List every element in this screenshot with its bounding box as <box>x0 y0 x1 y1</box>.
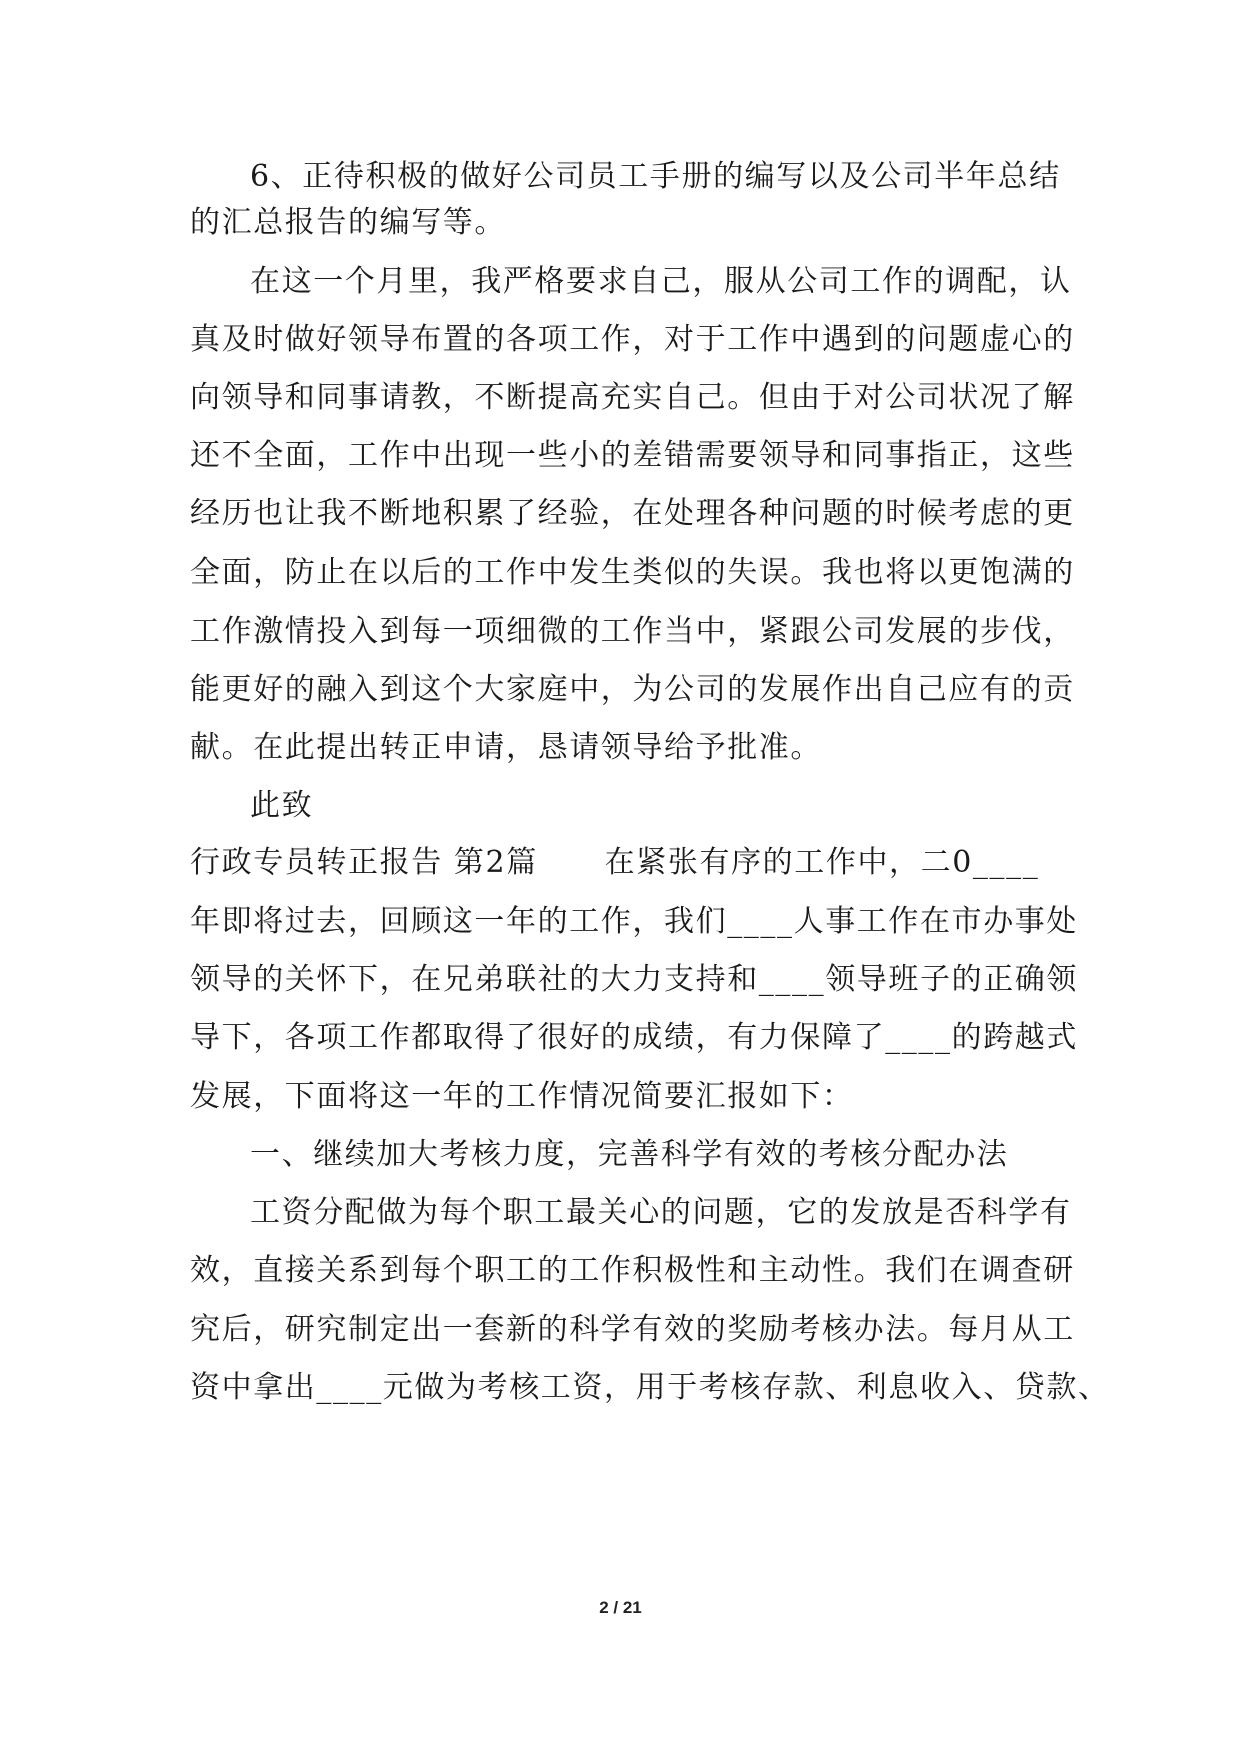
text-line-16: 发展，下面将这一年的工作情况简要汇报如下： <box>190 1079 854 1114</box>
text-line-14: 领导的关怀下，在兄弟联社的大力支持和____领导班子的正确领 <box>190 962 1078 997</box>
text-line-4: 真及时做好领导布置的各项工作，对于工作中遇到的问题虚心的 <box>190 322 1075 357</box>
text-line-1: 6、正待积极的做好公司员工手册的编写以及公司半年总结 <box>250 159 1061 194</box>
text-line-21: 资中拿出____元做为考核工资，用于考核存款、利息收入、贷款、 <box>190 1370 1110 1405</box>
text-line-2: 的汇总报告的编写等。 <box>190 205 506 240</box>
page-number: 2 / 21 <box>599 1598 642 1617</box>
text-line-7: 经历也让我不断地积累了经验，在处理各种问题的时候考虑的更 <box>190 496 1075 531</box>
text-line-15: 导下，各项工作都取得了很好的成绩，有力保障了____的跨越式 <box>190 1020 1078 1055</box>
text-line-18: 工资分配做为每个职工最关心的问题，它的发放是否科学有 <box>250 1195 1072 1230</box>
text-line-13: 年即将过去，回顾这一年的工作，我们____人事工作在市办事处 <box>190 904 1078 939</box>
text-line-6: 还不全面，工作中出现一些小的差错需要领导和同事指正，这些 <box>190 438 1075 473</box>
salutation: 此致 <box>250 788 314 823</box>
text-line-20: 究后，研究制定出一套新的科学有效的奖励考核办法。每月从工 <box>190 1312 1075 1347</box>
text-line-5: 向领导和同事请教，不断提高充实自己。但由于对公司状况了解 <box>190 380 1075 415</box>
subheading: 一、继续加大考核力度，完善科学有效的考核分配办法 <box>250 1137 1009 1172</box>
text-line-11: 献。在此提出转正申请，恳请领导给予批准。 <box>190 730 822 765</box>
text-line-19: 效，直接关系到每个职工的工作积极性和主动性。我们在调查研 <box>190 1253 1075 1288</box>
text-line-3: 在这一个月里，我严格要求自己，服从公司工作的调配，认 <box>250 264 1072 299</box>
text-line-10: 能更好的融入到这个大家庭中，为公司的发展作出自己应有的贡 <box>190 672 1075 707</box>
text-line-8: 全面，防止在以后的工作中发生类似的失误。我也将以更饱满的 <box>190 555 1075 590</box>
text-line-9: 工作激情投入到每一项细微的工作当中，紧跟公司发展的步伐， <box>190 614 1075 649</box>
section-heading-line: 行政专员转正报告 第2篇 在紧张有序的工作中，二0____ <box>190 845 1040 880</box>
